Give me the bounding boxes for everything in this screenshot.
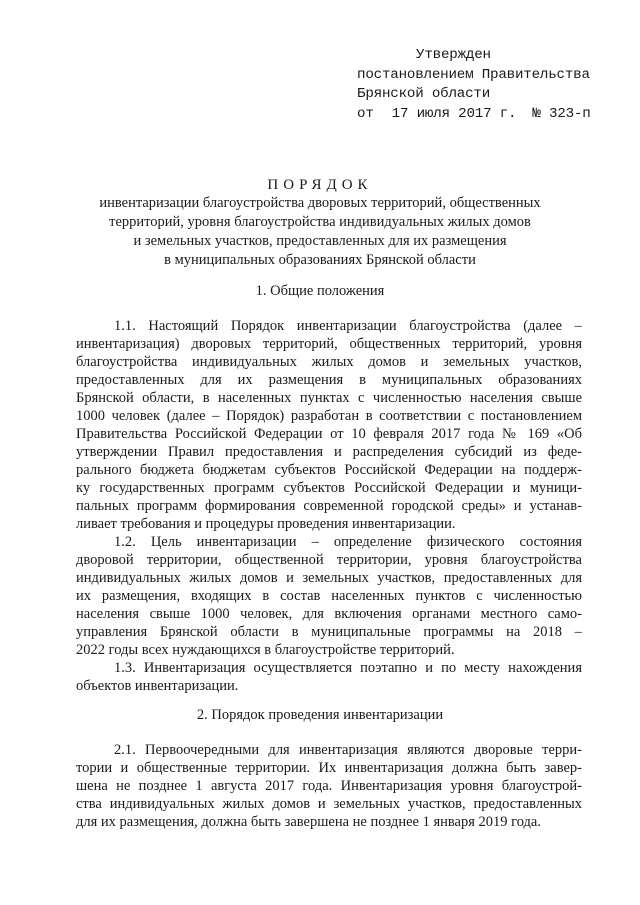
text-line: рального бюджета бюджетам субъектов Российской Федерации на поддерж- [76,462,582,478]
subtitle-line: в муниципальных образованиях Брянской области [164,252,476,268]
text-line: ства индивидуальных жилых домов и земельных участков, предоставленных [76,796,582,812]
text-line: 1.1. Настоящий Порядок инвентаризации благоустройства (далее – [114,318,582,334]
text-line: населения свыше 1000 человек, для включения органами местного само- [76,606,582,622]
text-line: Брянской области, в населенных пунктах с численностью населения свыше [76,390,582,406]
section-1-heading: 1. Общие положения [255,283,385,299]
text-line: 1.2. Цель инвентаризации – определение физического состояния [114,534,582,550]
text-line: их размещения, входящих в состав населенных пунктов с численностью [76,588,582,604]
text-line: объектов инвентаризации. [76,678,239,694]
paragraph-2-1 [76,741,582,831]
text-line: 1.3. Инвентаризация осуществляется поэтапно и по месту нахождения [114,660,582,676]
text-line: пальных программ формирования современной городской среды» и устанав- [76,498,582,514]
document-title: ПОРЯДОК [267,177,373,193]
text-line: управления Брянской области в муниципальные программы на 2018 – [76,624,582,640]
subtitle-line: и земельных участков, предоставленных для их размещения [133,233,507,249]
approval-region: Брянской области [357,86,491,102]
text-line: для их размещения, должна быть завершена не позднее 1 января 2019 года. [76,814,541,830]
text-line: дворовой территории, общественной территории, уровня благоустройства [76,552,582,568]
text-line: предоставленных для их размещения в муниципальных образованиях [76,372,582,388]
section-2-heading: 2. Порядок проведения инвентаризации [196,707,444,723]
approval-date-line [357,105,617,125]
approval-number: № 323-п [532,105,591,122]
approval-block [357,46,617,124]
text-line: шена не позднее 1 августа 2017 года. Инвентаризация уровня благоустрой- [76,778,582,794]
text-line: ку государственных программ субъектов Российской Федерации и муници- [76,480,582,496]
text-line: ливает требования и процедуры проведения инвентаризации. [76,516,456,532]
subtitle-line: территорий, уровня благоустройства индивидуальных жилых домов [109,214,531,230]
text-line: 2022 годы всех нуждающихся в благоустройстве территорий. [76,642,455,658]
text-line: утверждении Правил предоставления и распределения субсидий из феде- [76,444,582,460]
text-line: 1000 человек (далее – Порядок) разработан в соответствии с постановлением [76,408,582,424]
text-line: Правительства Российской Федерации от 10 февраля 2017 года № 169 «Об [76,426,582,442]
text-line: 2.1. Первоочередными для инвентаризация являются дворовые терри- [114,742,582,758]
subtitle-line: инвентаризации благоустройства дворовых территорий, общественных [99,195,541,211]
text-line: тории и общественные территории. Их инвентаризация должна быть завер- [76,760,582,776]
paragraph-1-1 [76,317,582,533]
approval-date: 17 июля 2017 г. [391,105,517,122]
approval-resolution: постановлением Правительства [357,66,590,83]
document-subtitle [60,194,580,270]
paragraph-1-2 [76,533,582,659]
approval-approved: Утвержден [416,47,491,63]
text-line: индивидуальных жилых домов и земельных участков, предоставленных для [76,570,582,586]
text-line: благоустройства индивидуальных жилых домов и земельных участков, [76,354,582,370]
approval-date-prefix: от [357,105,374,122]
paragraph-1-3 [76,659,582,695]
text-line: инвентаризация) дворовых территорий, общественных территорий, уровня [76,336,582,352]
